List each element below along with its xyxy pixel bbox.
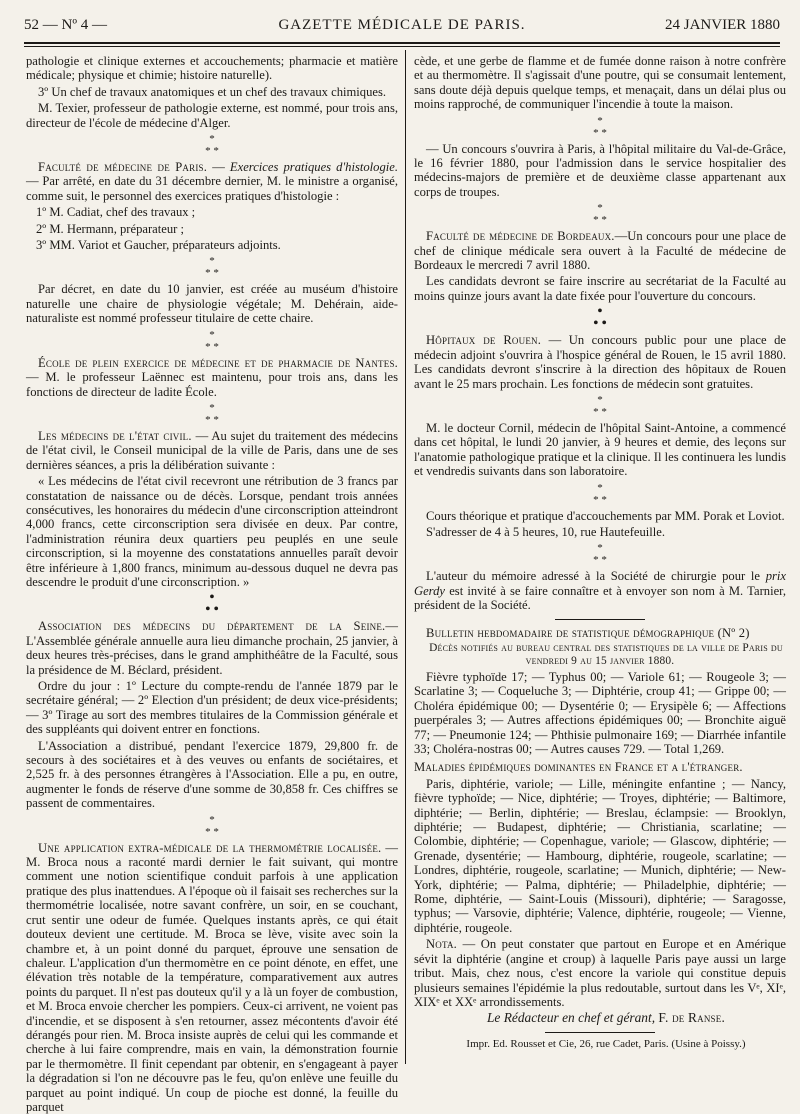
paragraph: 3º Un chef de travaux anatomiques et un chef des travaux chimiques.: [38, 84, 387, 99]
article-body: L'auteur du mémoire adressé à la Société de chirurgie pour le: [426, 569, 766, 584]
section-rule: [555, 619, 645, 620]
asterism-ornament: * * *: [205, 133, 219, 158]
editor-signature: [414, 1011, 786, 1025]
quotation: « Les médecins de l'état civil recevront une rétribution de 3 francs par constatation de naissance ou de décès. Lorsque, pendant trois années consécutives, les honoraires du médecin d'une circonscription atteindront 4,000 francs, cette circonscription sera divisée en deux. Par contre, l'administration réunira deux quartiers peu peuplés en une seule circonscription, si la moyenne des constatations annuelles paraît devoir être inférieure à 1,800 francs, minimum au-dessous duquel ne devra pas descendre le produit d'une circonscription. »: [26, 474, 398, 589]
article-body: —L'Assemblée générale annuelle aura lieu dimanche prochain, 25 janvier, à deux heures très-précises, dans le grand amphithéâtre de la Faculté, sous la présidence de M. Béclard, président.: [26, 619, 398, 677]
bulletin-heading: Bulletin hebdomadaire de statistique démographique (Nº 2): [426, 625, 750, 640]
paragraph: Les candidats devront se faire inscrire au secrétariat de la Faculté au moins quinze jours avant la date fixée pour l'ouverture du concours.: [414, 274, 786, 303]
article-thermometrie: [26, 841, 398, 1114]
section-heading: Une application extra-médicale de la thermométrie localisée.: [38, 840, 382, 855]
paragraph: S'adresser de 4 à 5 heures, 10, rue Hautefeuille.: [426, 524, 666, 539]
asterism-ornament: * * *: [593, 202, 607, 227]
paragraph: Cours théorique et pratique d'accouchements par MM. Porak et Loviot.: [426, 508, 785, 523]
article-body: — Au sujet du traitement des médecins de l'état civil, le Conseil municipal de la ville de Paris, dans une de ses dernières séances, a pris la délibération suivante :: [26, 428, 399, 472]
column-divider: [405, 50, 406, 1064]
article-etat-civil: [26, 429, 398, 472]
article-nantes: [26, 356, 398, 399]
section-heading: Faculté de médecine de Bordeaux.: [426, 229, 615, 244]
article-bordeaux: [414, 229, 786, 272]
article-body: est invité à se faire connaître et à envoyer son nom à M. Tarnier, président de la Société.: [414, 583, 786, 613]
section-heading: École de plein exercice de médecine et de pharmacie de Nantes.: [38, 355, 398, 370]
asterism-ornament: * * *: [205, 255, 219, 280]
article-body: — Par arrêté, en date du 31 décembre dernier, M. le ministre a organisé, comme suit, le personnel des exercices pratiques d'histologie :: [26, 174, 398, 203]
asterism-ornament: * * *: [205, 401, 219, 426]
list-item: 2º M. Hermann, préparateur ;: [36, 221, 184, 236]
article-prix-gerdy: [414, 569, 786, 612]
paragraph: cède, et une gerbe de flamme et de fumée donne raison à notre confrère et au thermomètre. Il s'agissait d'une poutre, qui se consumait lentement, sans doute déjà depuis quelque temps, et menaçait, dans un délai plus ou moins rapproché, de communiquer l'incendie à toute la maison.: [414, 54, 786, 112]
signature-name: F. de Ranse.: [658, 1010, 726, 1026]
mortality-statistics: Fièvre typhoïde 17; — Typhus 00; — Variole 61; — Rougeole 3; — Scarlatine 3; — Coqueluche 3; — Diphtérie, croup 41; — Grippe 00; — Choléra épidémique 00; — Dysentérie 0; — Erysipèle 6; — Affections puerpérales 3; — Autres affections épidémiques 00; — Bronchite aiguë 77; — Pneumonie 124; — Phthisie pulmonaire 169; — Diarrhée infantile 33; Choléra-nostras 00; — Autres causes 729. — Total 1,269.: [414, 669, 786, 756]
asterism-ornament: * * *: [593, 542, 607, 567]
paragraph: — Un concours s'ouvrira à Paris, à l'hôpital militaire du Val-de-Grâce, le 16 février 1880, pour l'admission dans le service hospitalier des médecins-majors de première et de deuxième classe appartenant aux corps de troupes.: [414, 141, 786, 199]
asterism-ornament: * * *: [593, 481, 607, 506]
epidemics-heading: Maladies épidémiques dominantes en France et a l'étranger.: [414, 760, 743, 775]
paragraph: pathologie et clinique externes et accouchements; pharmacie et matière médicale; physique et chimie; histoire naturelle).: [26, 54, 398, 83]
article-body: — M. le professeur Laënnec est maintenu, pour trois ans, dans les fonctions de directeur de ladite École.: [26, 370, 398, 399]
signature-role: Le Rédacteur en chef et gérant,: [486, 1010, 659, 1026]
section-heading: Les médecins de l'état civil.: [38, 428, 192, 443]
list-item: 1º M. Cadiat, chef des travaux ;: [36, 205, 196, 220]
list-item: 3º MM. Variot et Gaucher, préparateurs adjoints.: [36, 238, 281, 253]
printer-imprint: Impr. Ed. Rousset et Cie, 26, rue Cadet, Paris. (Usine à Poissy.): [466, 1037, 746, 1050]
article-body: — M. Broca nous a raconté mardi dernier le fait suivant, qui montre comment une notion scientifique conduit parfois à une application pratique des plus inattendues. A l'époque où il faisait ses recherches sur la thermométrie localisée, notre savant confrère, un soir, en se couchant, crut sentir une odeur de fumée. Quelques instants après, ce qui était douteux devient une certitude. M. Broca se lève, visite avec soin la chambre et, à un point donné du parquet, éprouve une sensation de chaleur. L'application d'un thermomètre en ce point dénote, en effet, une élévation très notable de la température, comparativement aux autres points du parquet. Il n'est pas douteux qu'il y a là un foyer de combustion, et M. Broca envoie chercher les pompiers. Ceux-ci arrivent, ne voient pas d'incendie, et se disposent à s'en retourner, assez mécontents d'avoir été dérangés pour rien. M. Broca insiste auprès de celui qui les commande et cherche à lui faire comprendre, mais en vain, la démonstration fournie par le thermomètre. Il finit cependant par obtenir, en s'engageant à payer la dégradation si l'on ne découvre pas le feu, qu'on enlève une feuille du parquet au point indiqué. Un coup de pioche est donné, la feuille du parquet: [26, 840, 398, 1114]
epidemics-list: Paris, diphtérie, variole; — Lille, méningite enfantine ; — Nancy, fièvre typhoïde; — Nice, diphtérie; — Troyes, diphtérie; — Baltimore, diphtérie; — Berlin, diphtérie; — Breslau, éclampsie: — Brooklyn, diphtérie; — Budapest, diphtérie; — Christiania, scarlatine; — Colombie, diphtérie; — Copenhague, variole; — Glascow, diphtérie; — Grenade, dysentérie; — Hambourg, diphtérie, rougeole, scarlatine; — Londres, diphtérie, rougeole, scarlatine; — Munich, diphtérie; — New-York, diphtérie; — Palma, diphtérie; — Philadelphie, diphtérie; — Rome, diphtérie, — Saint-Louis (Missouri), diphtérie; — Saragosse, typhus; — Varsovie, diphtérie; Valence, diphtérie, rougeole; — Vienne, diphtérie, rougeole.: [414, 776, 786, 935]
dot-ornament: • • •: [593, 304, 607, 332]
imprint-rule: [545, 1032, 655, 1033]
article-rouen: [414, 333, 786, 391]
asterism-ornament: * * *: [593, 393, 607, 418]
article-faculte-paris: Faculté de médecine de Paris. — Exercices pratiques d'histologie. — Par arrêté, en date du 31 décembre dernier, M. le ministre a organisé, comme suit, le personnel des exercices pratiques d'histologie :: [26, 160, 398, 203]
nota-label: Nota.: [426, 937, 458, 952]
nota-paragraph: [414, 937, 786, 1009]
page-header: [24, 12, 780, 38]
dot-ornament: • • •: [205, 590, 219, 618]
asterism-ornament: * * *: [593, 114, 607, 139]
paragraph: M. Texier, professeur de pathologie externe, est nommé, pour trois ans, directeur de l'école de médecine d'Alger.: [26, 101, 398, 130]
article-body: —Un concours pour une place de chef de clinique médicale sera ouvert à la Faculté de médecine de Bordeaux le mercredi 7 avril 1880.: [414, 229, 786, 273]
header-rule-thin: [24, 46, 780, 47]
section-heading: Hôpitaux de Rouen.: [426, 333, 542, 348]
masthead-title: GAZETTE MÉDICALE DE PARIS.: [278, 17, 526, 33]
header-rule: [24, 42, 780, 44]
asterism-ornament: * * *: [205, 813, 219, 838]
article-body: — Un concours public pour une place de médecin adjoint s'ouvrira à l'hospice général de Rouen, le 15 avril 1880. Les candidats devront s'inscrire à la direction des hôpitaux de Rouen avant le 25 mars prochain. Les fonctions de médecin sont gratuites.: [414, 333, 787, 391]
right-column: [414, 54, 786, 1066]
section-heading: Faculté de médecine de Paris.: [38, 160, 208, 175]
page-number: 52 — Nº 4 —: [24, 17, 107, 33]
paragraph: M. le docteur Cornil, médecin de l'hôpital Saint-Antoine, a commencé dans cet hôpital, le lundi 20 janvier, à 9 heures et demie, des leçons sur l'anatomie pathologique pratique et la clinique. Il les continuera les lundis et vendredis suivants dans son laboratoire.: [414, 420, 786, 479]
nota-body: — On peut constater que partout en Europe et en Amérique sévit la diphtérie (angine et croup) à laquelle Paris paye aussi un large tribut. Mais, chez nous, c'est encore la variole qui constitue depuis plusieurs semaines l'épidémie la plus redoutable, surtout dans les Vᵉ, XIᵉ, XIXᵉ et XXᵉ arrondissements.: [414, 937, 786, 1009]
article-title: Exercices pratiques d'histologie.: [229, 160, 398, 175]
left-column: [26, 54, 399, 1114]
paragraph: L'Association a distribué, pendant l'exercice 1879, 29,800 fr. de secours à des sociétaires et à des veuves ou enfants de sociétaires, et 2,525 fr. à des personnes étrangères à l'Association. Elle a pu, en outre, augmenter le fonds de réserve d'une somme de 30,858 fr. Ces chiffres se passent de commentaires.: [26, 738, 398, 811]
deaths-heading: Décès notifiés au bureau central des statistiques de la ville de Paris du vendredi 9 au 15 janvier 1880.: [429, 641, 783, 667]
paragraph: Par décret, en date du 10 janvier, est créée au muséum d'histoire naturelle une chaire de physiologie végétale; M. Dehérain, aide-naturaliste est nommé professeur titulaire de cette chaire.: [26, 282, 398, 326]
paragraph: Ordre du jour : 1º Lecture du compte-rendu de l'année 1879 par le secrétaire général; — 2º Election d'un président; de deux vice-présidents; — 3º Tirage au sort des membres titulaires de la Commission générale et des suppléants qui doivent entrer en fonctions.: [26, 679, 398, 737]
article-association-seine: [26, 619, 398, 677]
section-heading: Association des médecins du département de la Seine.: [38, 619, 386, 634]
asterism-ornament: * * *: [205, 328, 219, 353]
prize-name: prix Gerdy: [414, 569, 786, 598]
issue-date: 24 JANVIER 1880: [665, 17, 780, 33]
